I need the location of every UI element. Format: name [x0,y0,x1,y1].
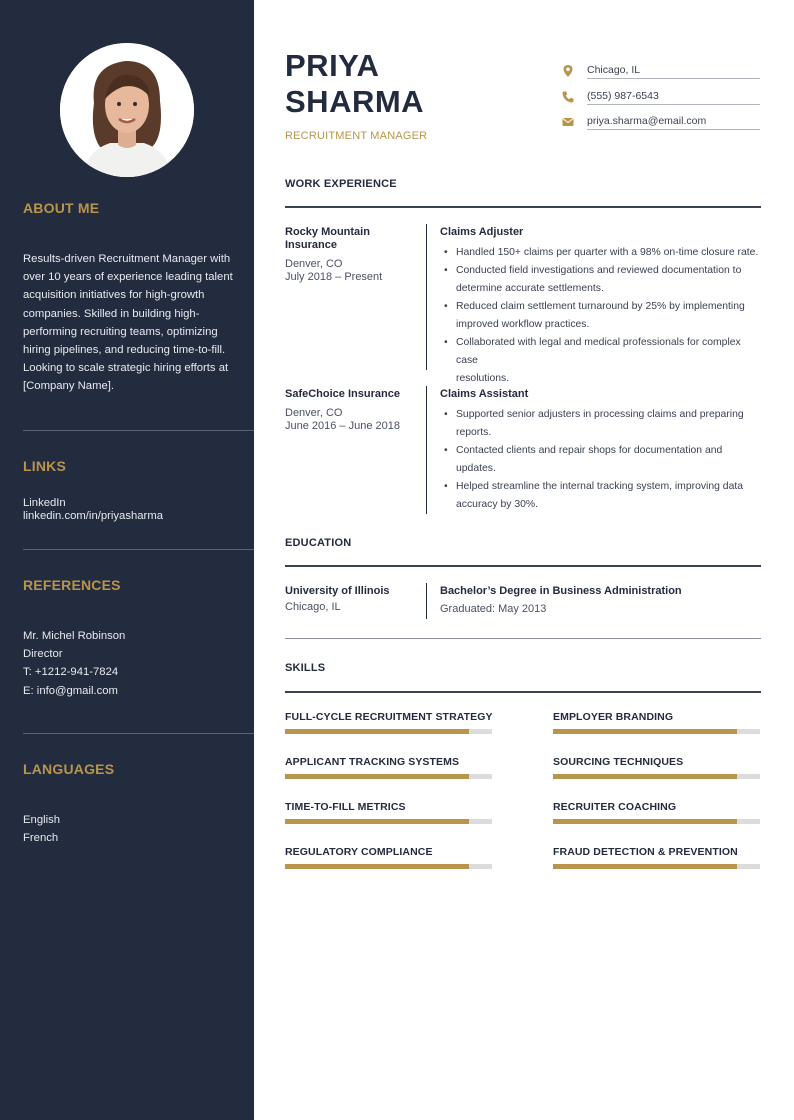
bullet-line: • Reduced claim settlement turnaround by 25% by implementing [456,301,745,312]
skill-bar-fill [285,864,469,869]
about-text [23,250,233,396]
languages-heading: LANGUAGES [23,761,115,777]
about-line: hiring pipelines, and reducing time-to-fill. [23,344,226,357]
job-dates: July 2018 – Present [285,271,383,283]
job-role: Claims Adjuster [440,226,524,238]
education-location: Chicago, IL [285,601,341,613]
education-degree: Bachelor’s Degree in Business Administration [440,585,682,597]
skill-bar-track [553,774,760,779]
section-rule [285,638,761,639]
skill-bar-track [285,774,492,779]
job-meta [285,407,420,433]
email-text[interactable]: priya.sharma@email.com [587,115,707,127]
skill-name: APPLICANT TRACKING SYSTEMS [285,756,460,768]
job-location: Denver, CO [285,258,343,270]
reference-block [23,627,125,700]
contact-underline [587,129,760,130]
job-bullet [440,298,761,334]
job-bullet [440,262,761,298]
skill-bar-track [553,819,760,824]
linkedin-label: LinkedIn [23,497,66,509]
bullet-line: accuracy by 30%. [456,499,539,510]
skill-bar-fill [285,774,469,779]
contact-location [561,63,761,83]
first-name: PRIYA [285,48,380,83]
skill-name: RECRUITER COACHING [553,801,677,813]
bullet-line: resolutions. [456,373,510,384]
education-divider [426,583,427,619]
envelope-icon [561,115,575,129]
bullet-line: • Contacted clients and repair shops for documentation and [456,445,723,456]
bullet-line: • Helped streamline the internal tracking system, improving data [456,481,744,492]
language-item: English [23,814,61,826]
skill-bar-fill [553,729,737,734]
bullet-line: updates. [456,463,496,474]
job-bullet [440,244,761,262]
skill-name: REGULATORY COMPLIANCE [285,846,433,858]
skill-name: EMPLOYER BRANDING [553,711,674,723]
sidebar-divider [23,733,254,734]
education-heading: EDUCATION [285,537,352,549]
skill-bar-fill [553,774,737,779]
skill-bar-track [285,729,492,734]
about-line: acquisition initiatives for high-growth [23,289,205,302]
job-bullet [440,334,761,388]
bullet-line: determine accurate settlements. [456,283,604,294]
skills-heading: SKILLS [285,662,326,674]
links-heading: LINKS [23,458,66,474]
reference-name: Mr. Michel Robinson [23,630,126,642]
job-bullet [440,406,761,442]
sidebar-divider [23,549,254,550]
section-rule [285,691,761,693]
job-title: RECRUITMENT MANAGER [285,130,428,142]
bullet-line: • Handled 150+ claims per quarter with a 98% on-time closure rate. [456,247,759,258]
work-experience-heading: WORK EXPERIENCE [285,178,397,190]
about-line: over 10 years of experience leading talent [23,271,233,284]
about-line: Looking to scale strategic hiring efforts at [23,362,229,375]
references-heading: REFERENCES [23,577,121,593]
contact-underline [587,104,760,105]
sidebar-divider [23,430,254,431]
bullet-line: • Collaborated with legal and medical professionals for complex case [456,337,741,366]
avatar [60,43,194,177]
skill-bar-fill [553,819,737,824]
section-rule [285,565,761,567]
skill-bar-fill [285,729,469,734]
reference-phone: T: +1212-941-7824 [23,666,119,679]
job-bullet [440,442,761,478]
phone-text: (555) 987-6543 [587,90,659,102]
skill-name: FRAUD DETECTION & PREVENTION [553,846,738,858]
job-company [285,226,415,252]
bullet-line: reports. [456,427,492,438]
education-graduated: Graduated: May 2013 [440,603,547,615]
job-company [285,388,420,401]
bullet-line: improved workflow practices. [456,319,590,330]
about-line: performing recruiting teams, optimizing [23,325,218,338]
reference-email: E: info@gmail.com [23,684,118,697]
job-company-line: Insurance [285,239,337,251]
language-item: French [23,832,59,845]
skill-name: SOURCING TECHNIQUES [553,756,684,768]
section-rule [285,206,761,208]
skill-name: FULL-CYCLE RECRUITMENT STRATEGY [285,711,493,723]
job-bullet [440,478,761,514]
job-company-line: Rocky Mountain [285,226,370,238]
about-line: [Company Name]. [23,380,115,393]
skill-bar-track [553,729,760,734]
last-name: SHARMA [285,84,425,119]
profile-photo [60,43,194,177]
contact-phone [561,89,761,109]
about-heading: ABOUT ME [23,200,100,216]
links-block [23,497,163,523]
job-location: Denver, CO [285,407,343,419]
about-line: Results-driven Recruitment Manager with [23,253,231,265]
languages-list [23,811,60,847]
contact-underline [587,78,760,79]
job-meta [285,258,420,284]
job-bullets [440,244,761,388]
phone-icon [561,90,575,104]
skill-bar-track [285,819,492,824]
education-school: University of Illinois [285,585,390,597]
job-company-line: SafeChoice Insurance [285,388,400,400]
job-divider [426,386,427,514]
about-line: companies. Skilled in building high- [23,307,200,320]
sidebar [0,0,254,1120]
skill-bar-track [285,864,492,869]
bullet-line: • Supported senior adjusters in processing claims and preparing [456,409,744,420]
location-pin-icon [561,64,575,78]
skill-name: TIME-TO-FILL METRICS [285,801,406,813]
skill-bar-fill [285,819,469,824]
skill-bar-track [553,864,760,869]
location-text: Chicago, IL [587,64,641,76]
job-dates: June 2016 – June 2018 [285,420,400,432]
job-bullets [440,406,761,514]
linkedin-link[interactable]: linkedin.com/in/priyasharma [23,510,164,522]
job-role: Claims Assistant [440,388,529,400]
contact-email [561,114,761,134]
skill-bar-fill [553,864,737,869]
candidate-name [285,48,424,120]
reference-role: Director [23,648,63,661]
job-divider [426,224,427,370]
bullet-line: • Conducted field investigations and reviewed documentation to [456,265,742,276]
